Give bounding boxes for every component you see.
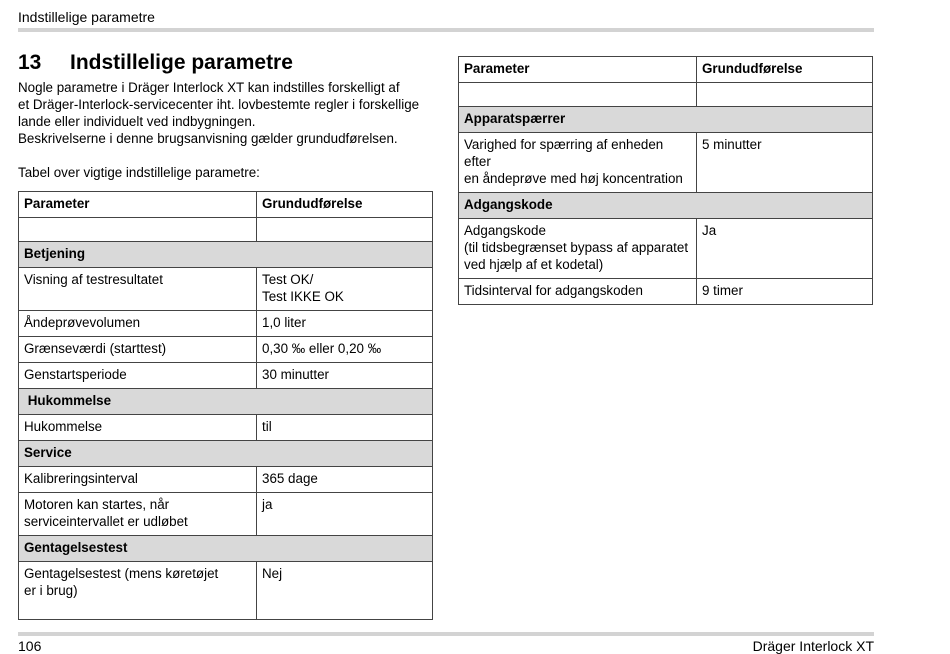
page-number: 106 xyxy=(18,638,42,654)
column-header-parameter: Parameter xyxy=(19,192,257,218)
parameter-label: Tidsinterval for adgangskoden xyxy=(459,279,697,305)
label-line: (til tidsbegrænset bypass af apparatet xyxy=(464,240,689,255)
parameter-label xyxy=(459,133,697,193)
table-row xyxy=(19,493,433,536)
section-title: Indstillelige parametre xyxy=(70,51,293,74)
label-line: ved hjælp af et kodetal) xyxy=(464,257,604,272)
table-caption: Tabel over vigtige indstillelige parametre: xyxy=(18,165,260,180)
label-line: en åndeprøve med høj koncentration xyxy=(464,171,683,186)
section-heading xyxy=(18,51,293,75)
parameter-table-right xyxy=(458,56,873,305)
parameter-value: 365 dage xyxy=(257,467,433,493)
section-row xyxy=(19,389,433,415)
empty-row xyxy=(459,83,873,107)
section-number: 13 xyxy=(18,51,42,74)
parameter-label: Visning af testresultatet xyxy=(19,268,257,311)
table-row xyxy=(19,415,433,441)
parameter-value: Ja xyxy=(697,219,873,279)
parameter-label: Åndeprøvevolumen xyxy=(19,311,257,337)
empty-cell xyxy=(459,83,697,107)
parameter-value: 5 minutter xyxy=(697,133,873,193)
parameter-value: til xyxy=(257,415,433,441)
table-row xyxy=(459,133,873,193)
parameter-value: 0,30 ‰ eller 0,20 ‰ xyxy=(257,337,433,363)
empty-cell xyxy=(697,83,873,107)
label-line: er i brug) xyxy=(24,583,78,598)
footer-rule xyxy=(18,632,874,636)
empty-cell xyxy=(19,218,257,242)
section-service: Service xyxy=(19,441,433,467)
parameter-value: Nej xyxy=(257,562,433,620)
intro-text xyxy=(18,79,434,147)
intro-line-1: Nogle parametre i Dräger Interlock XT kan indstilles forskelligt af xyxy=(18,80,400,95)
column-header-parameter: Parameter xyxy=(459,57,697,83)
label-line: Motoren kan startes, når xyxy=(24,497,170,512)
table-row xyxy=(19,363,433,389)
label-line: serviceintervallet er udløbet xyxy=(24,514,188,529)
section-hukommelse: Hukommelse xyxy=(19,389,433,415)
intro-paragraph-2: Beskrivelserne i denne brugsanvisning gælder grundudførelsen. xyxy=(18,131,398,146)
parameter-label: Grænseværdi (starttest) xyxy=(19,337,257,363)
section-row xyxy=(19,441,433,467)
parameter-label xyxy=(19,493,257,536)
parameter-label xyxy=(459,219,697,279)
section-row xyxy=(459,107,873,133)
section-row xyxy=(19,242,433,268)
section-gentagelsestest: Gentagelsestest xyxy=(19,536,433,562)
label-line: Gentagelsestest (mens køretøjet xyxy=(24,566,219,581)
parameter-label: Genstartsperiode xyxy=(19,363,257,389)
column-header-grundudforelse: Grundudførelse xyxy=(257,192,433,218)
header-rule xyxy=(18,28,874,32)
table-row xyxy=(19,467,433,493)
label-line: Varighed for spærring af enheden efter xyxy=(464,137,664,169)
table-row xyxy=(459,279,873,305)
section-apparatsperrer: Apparatspærrer xyxy=(459,107,873,133)
table-row xyxy=(19,562,433,620)
column-header-grundudforelse: Grundudførelse xyxy=(697,57,873,83)
parameter-value xyxy=(257,268,433,311)
product-name: Dräger Interlock XT xyxy=(752,638,874,654)
value-line: Test OK/ xyxy=(262,272,314,287)
parameter-label: Kalibreringsinterval xyxy=(19,467,257,493)
intro-line-3: lande eller individuelt ved indbygningen. xyxy=(18,114,256,129)
parameter-label xyxy=(19,562,257,620)
parameter-value: 1,0 liter xyxy=(257,311,433,337)
table-row xyxy=(19,337,433,363)
table-row xyxy=(459,219,873,279)
label-line: Adgangskode xyxy=(464,223,546,238)
running-header: Indstillelige parametre xyxy=(18,9,155,25)
value-line: Test IKKE OK xyxy=(262,289,344,304)
intro-line-2: et Dräger-Interlock-servicecenter iht. lovbestemte regler i forskellige xyxy=(18,97,420,112)
section-betjening: Betjening xyxy=(19,242,433,268)
section-adgangskode: Adgangskode xyxy=(459,193,873,219)
parameter-table-left xyxy=(18,191,433,620)
empty-cell xyxy=(257,218,433,242)
parameter-label: Hukommelse xyxy=(19,415,257,441)
parameter-value: 9 timer xyxy=(697,279,873,305)
table-row xyxy=(19,311,433,337)
table-header-row xyxy=(19,192,433,218)
parameter-value: 30 minutter xyxy=(257,363,433,389)
section-row xyxy=(19,536,433,562)
section-row xyxy=(459,193,873,219)
empty-row xyxy=(19,218,433,242)
table-header-row xyxy=(459,57,873,83)
table-row xyxy=(19,268,433,311)
parameter-value: ja xyxy=(257,493,433,536)
